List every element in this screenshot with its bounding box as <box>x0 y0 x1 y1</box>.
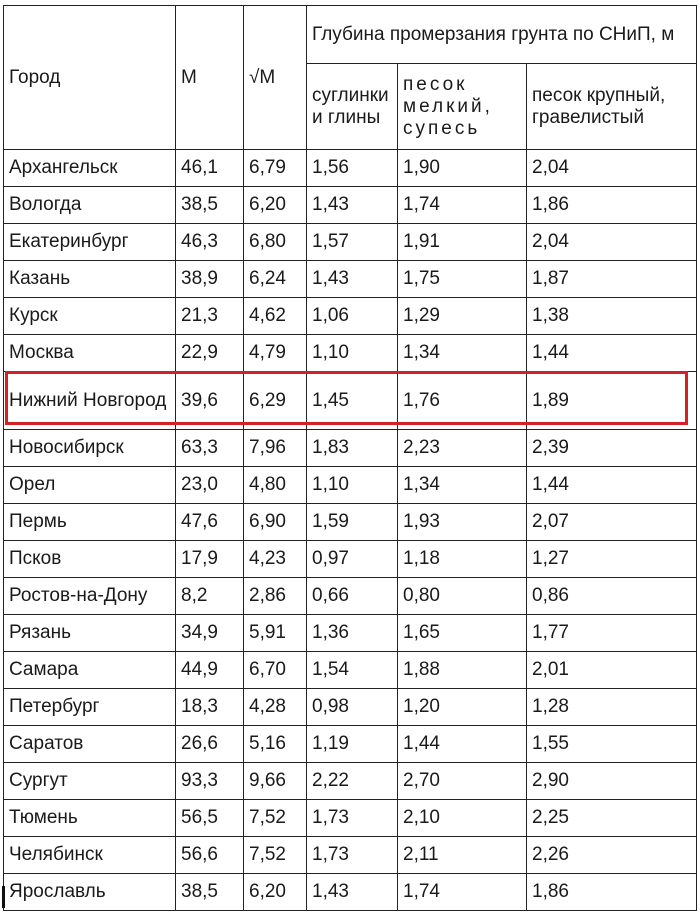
table-row <box>4 298 697 335</box>
cell-city: Новосибирск <box>4 430 176 467</box>
cell-sqrt-m: 9,66 <box>244 763 307 800</box>
cell-m: 93,3 <box>176 763 244 800</box>
cell-coarse-sand: 0,86 <box>527 578 697 615</box>
table-row <box>4 504 697 541</box>
cell-city: Саратов <box>4 726 176 763</box>
cell-loam: 1,54 <box>307 652 398 689</box>
cell-coarse-sand: 1,38 <box>527 298 697 335</box>
cell-city: Орел <box>4 467 176 504</box>
cell-m: 39,6 <box>176 372 244 430</box>
cell-coarse-sand: 1,77 <box>527 615 697 652</box>
table-row <box>4 578 697 615</box>
cell-loam: 0,66 <box>307 578 398 615</box>
cell-coarse-sand: 1,89 <box>527 372 697 430</box>
cell-city: Казань <box>4 261 176 298</box>
cell-loam: 1,59 <box>307 504 398 541</box>
cell-coarse-sand: 1,44 <box>527 335 697 372</box>
table-row <box>4 615 697 652</box>
cell-sqrt-m: 4,23 <box>244 541 307 578</box>
cell-city: Сургут <box>4 763 176 800</box>
cell-m: 44,9 <box>176 652 244 689</box>
cell-sqrt-m: 4,28 <box>244 689 307 726</box>
cell-fine-sand: 1,20 <box>398 689 527 726</box>
cell-city: Пермь <box>4 504 176 541</box>
cell-city: Челябинск <box>4 837 176 874</box>
text-cursor <box>2 886 5 908</box>
cell-fine-sand: 1,18 <box>398 541 527 578</box>
cell-m: 63,3 <box>176 430 244 467</box>
cell-sqrt-m: 6,79 <box>244 150 307 187</box>
cell-m: 56,5 <box>176 800 244 837</box>
table-row <box>4 763 697 800</box>
cell-loam: 2,22 <box>307 763 398 800</box>
cell-city: Нижний Новгород <box>4 372 176 430</box>
header-sqrt-m: √M <box>244 6 307 150</box>
cell-loam: 1,36 <box>307 615 398 652</box>
cell-fine-sand: 1,44 <box>398 726 527 763</box>
cell-coarse-sand: 1,55 <box>527 726 697 763</box>
cell-m: 23,0 <box>176 467 244 504</box>
cell-sqrt-m: 2,86 <box>244 578 307 615</box>
cell-loam: 1,56 <box>307 150 398 187</box>
cell-loam: 1,45 <box>307 372 398 430</box>
cell-m: 46,3 <box>176 224 244 261</box>
table-row <box>4 335 697 372</box>
table-row <box>4 800 697 837</box>
cell-city: Москва <box>4 335 176 372</box>
cell-loam: 1,43 <box>307 187 398 224</box>
cell-fine-sand: 1,65 <box>398 615 527 652</box>
header-depth-group: Глубина промерзания грунта по СНиП, м <box>307 6 697 64</box>
cell-city: Курск <box>4 298 176 335</box>
cell-sqrt-m: 6,90 <box>244 504 307 541</box>
cell-sqrt-m: 7,52 <box>244 800 307 837</box>
cell-city: Вологда <box>4 187 176 224</box>
cell-sqrt-m: 4,80 <box>244 467 307 504</box>
table-row <box>4 726 697 763</box>
cell-loam: 1,19 <box>307 726 398 763</box>
cell-coarse-sand: 2,90 <box>527 763 697 800</box>
cell-loam: 1,83 <box>307 430 398 467</box>
table-row <box>4 874 697 911</box>
table-row <box>4 224 697 261</box>
cell-city: Тюмень <box>4 800 176 837</box>
cell-city: Архангельск <box>4 150 176 187</box>
cell-fine-sand: 1,93 <box>398 504 527 541</box>
cell-fine-sand: 1,88 <box>398 652 527 689</box>
cell-m: 18,3 <box>176 689 244 726</box>
cell-fine-sand: 1,34 <box>398 335 527 372</box>
cell-m: 47,6 <box>176 504 244 541</box>
cell-sqrt-m: 7,52 <box>244 837 307 874</box>
cell-sqrt-m: 6,29 <box>244 372 307 430</box>
cell-fine-sand: 1,76 <box>398 372 527 430</box>
cell-fine-sand: 0,80 <box>398 578 527 615</box>
cell-m: 21,3 <box>176 298 244 335</box>
table-row <box>4 430 697 467</box>
header-loam: суглинки и глины <box>307 64 398 150</box>
cell-city: Петербург <box>4 689 176 726</box>
cell-m: 17,9 <box>176 541 244 578</box>
cell-fine-sand: 1,29 <box>398 298 527 335</box>
cell-fine-sand: 1,34 <box>398 467 527 504</box>
cell-m: 38,5 <box>176 874 244 911</box>
cell-sqrt-m: 4,79 <box>244 335 307 372</box>
cell-m: 26,6 <box>176 726 244 763</box>
cell-loam: 1,10 <box>307 335 398 372</box>
cell-sqrt-m: 6,80 <box>244 224 307 261</box>
cell-fine-sand: 2,11 <box>398 837 527 874</box>
cell-city: Рязань <box>4 615 176 652</box>
header-city: Город <box>4 6 176 150</box>
table-body <box>4 150 697 911</box>
cell-coarse-sand: 1,27 <box>527 541 697 578</box>
cell-m: 34,9 <box>176 615 244 652</box>
cell-city: Самара <box>4 652 176 689</box>
cell-loam: 1,73 <box>307 800 398 837</box>
cell-loam: 1,10 <box>307 467 398 504</box>
header-coarse-sand: песок крупный, гравелистый <box>527 64 697 150</box>
cell-sqrt-m: 7,96 <box>244 430 307 467</box>
header-m: M <box>176 6 244 150</box>
cell-coarse-sand: 1,28 <box>527 689 697 726</box>
cell-coarse-sand: 2,04 <box>527 150 697 187</box>
cell-m: 8,2 <box>176 578 244 615</box>
cell-coarse-sand: 1,86 <box>527 874 697 911</box>
table-row <box>4 652 697 689</box>
cell-coarse-sand: 2,04 <box>527 224 697 261</box>
cell-sqrt-m: 5,16 <box>244 726 307 763</box>
table-row <box>4 467 697 504</box>
cell-city: Екатеринбург <box>4 224 176 261</box>
cell-city: Псков <box>4 541 176 578</box>
cell-m: 56,6 <box>176 837 244 874</box>
cell-city: Ярославль <box>4 874 176 911</box>
cell-fine-sand: 2,10 <box>398 800 527 837</box>
cell-sqrt-m: 6,20 <box>244 874 307 911</box>
cell-fine-sand: 1,74 <box>398 187 527 224</box>
freezing-depth-table <box>3 5 697 911</box>
cell-coarse-sand: 1,44 <box>527 467 697 504</box>
cell-coarse-sand: 1,86 <box>527 187 697 224</box>
cell-coarse-sand: 2,07 <box>527 504 697 541</box>
cell-sqrt-m: 6,24 <box>244 261 307 298</box>
cell-m: 46,1 <box>176 150 244 187</box>
cell-loam: 1,73 <box>307 837 398 874</box>
cell-fine-sand: 2,23 <box>398 430 527 467</box>
table-row <box>4 187 697 224</box>
table-row <box>4 837 697 874</box>
table-row <box>4 261 697 298</box>
cell-fine-sand: 1,91 <box>398 224 527 261</box>
cell-m: 38,9 <box>176 261 244 298</box>
cell-fine-sand: 1,90 <box>398 150 527 187</box>
cell-coarse-sand: 2,26 <box>527 837 697 874</box>
cell-m: 38,5 <box>176 187 244 224</box>
cell-coarse-sand: 2,39 <box>527 430 697 467</box>
cell-fine-sand: 1,75 <box>398 261 527 298</box>
header-fine-sand: песок мелкий, супесь <box>398 64 527 150</box>
cell-fine-sand: 1,74 <box>398 874 527 911</box>
cell-loam: 0,97 <box>307 541 398 578</box>
cell-sqrt-m: 6,20 <box>244 187 307 224</box>
cell-coarse-sand: 1,87 <box>527 261 697 298</box>
cell-fine-sand: 2,70 <box>398 763 527 800</box>
cell-sqrt-m: 6,70 <box>244 652 307 689</box>
table-row <box>4 541 697 578</box>
cell-m: 22,9 <box>176 335 244 372</box>
table-row <box>4 689 697 726</box>
cell-loam: 1,06 <box>307 298 398 335</box>
cell-loam: 0,98 <box>307 689 398 726</box>
cell-loam: 1,43 <box>307 874 398 911</box>
cell-city: Ростов-на-Дону <box>4 578 176 615</box>
cell-sqrt-m: 4,62 <box>244 298 307 335</box>
cell-coarse-sand: 2,25 <box>527 800 697 837</box>
table-row <box>4 150 697 187</box>
table-row <box>4 372 697 430</box>
cell-sqrt-m: 5,91 <box>244 615 307 652</box>
cell-coarse-sand: 2,01 <box>527 652 697 689</box>
cell-loam: 1,43 <box>307 261 398 298</box>
cell-loam: 1,57 <box>307 224 398 261</box>
